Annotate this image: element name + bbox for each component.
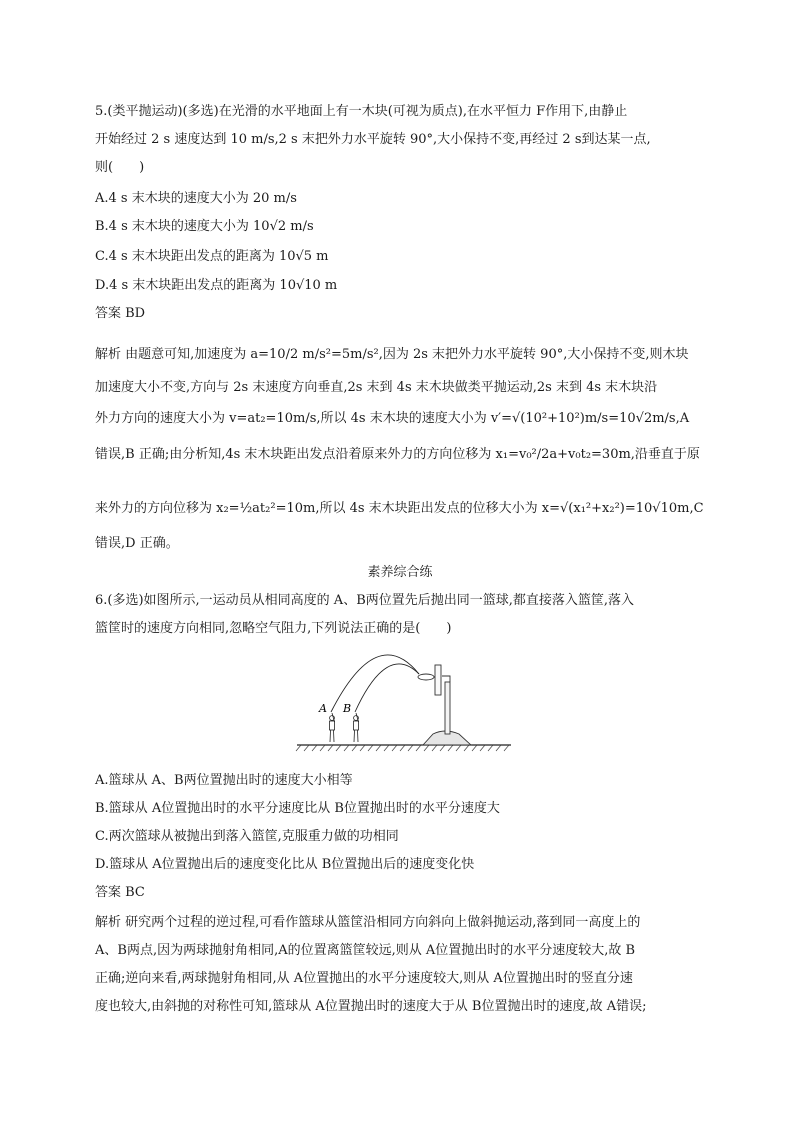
q6-option-d: D.篮球从 A位置抛出后的速度变化比从 B位置抛出后的速度变化快	[95, 857, 475, 872]
label-b: B	[343, 702, 352, 715]
q5-explanation-line-6: 错误,D 正确。	[95, 536, 179, 551]
trajectory-b	[355, 664, 419, 712]
q5-explanation-line-1: 解析 由题意可知,加速度为 a=10/2 m/s²=5m/s²,因为 2s 末把外力水平旋转 90°,大小保持不变,则木块	[95, 347, 689, 362]
q5-explanation-line-5: 来外力的方向位移为 x₂=½at₂²=10m,所以 4s 末木块距出发点的位移大小为 x=√(x₁²+x₂²)=10√10m,C	[95, 501, 704, 516]
q6-option-c: C.两次篮球从被抛出到落入篮筐,克服重力做的功相同	[95, 829, 399, 844]
q5-option-a: A.4 s 末木块的速度大小为 20 m/s	[95, 191, 297, 206]
hoop-rim	[418, 674, 434, 680]
q5-option-d: D.4 s 末木块距出发点的距离为 10√10 m	[95, 278, 338, 293]
player-b-icon	[354, 713, 359, 742]
q6-option-b: B.篮球从 A位置抛出时的水平分速度比从 B位置抛出时的水平分速度大	[95, 801, 500, 816]
q6-explanation-line-1: 解析 研究两个过程的逆过程,可看作篮球从篮筐沿相同方向斜向上做斜抛运动,落到同一高度上的	[95, 915, 641, 930]
q5-explanation-line-3: 外力方向的速度大小为 v=at₂=10m/s,所以 4s 末木块的速度大小为 v′=√(10²+10²)m/s=10√2m/s,A	[95, 411, 690, 426]
q5-stem-line-2: 开始经过 2 s 速度达到 10 m/s,2 s 末把外力水平旋转 90°,大小保持不变,再经过 2 s到达某一点,	[95, 132, 651, 147]
q6-option-a: A.篮球从 A、B两位置抛出时的速度大小相等	[95, 773, 353, 788]
q5-option-c: C.4 s 末木块距出发点的距离为 10√5 m	[95, 249, 329, 264]
player-a-icon	[330, 713, 335, 742]
q5-answer: 答案 BD	[95, 306, 146, 321]
ground-hatch	[296, 745, 509, 751]
q5-stem-line-1: 5.(类平抛运动)(多选)在光滑的水平地面上有一木块(可视为质点),在水平恒力 F作用下,由静止	[95, 104, 628, 119]
q6-explanation-line-2: A、B两点,因为两球抛射角相同,A的位置离篮筐较远,则从 A位置抛出时的水平分速度较大,故 B	[95, 943, 636, 958]
q6-answer: 答案 BC	[95, 885, 145, 900]
q6-stem-line-2: 篮筐时的速度方向相同,忽略空气阻力,下列说法正确的是( )	[95, 621, 452, 636]
q5-option-b: B.4 s 末木块的速度大小为 10√2 m/s	[95, 219, 314, 234]
hoop-arm	[442, 676, 450, 682]
backboard	[435, 665, 441, 695]
q6-explanation-line-3: 正确;逆向来看,两球抛射角相同,从 A位置抛出的水平分速度较大,则从 A位置抛出时的竖直分速	[95, 971, 633, 986]
q5-stem-line-3: 则( )	[95, 160, 145, 175]
q6-explanation-line-4: 度也较大,由斜抛的对称性可知,篮球从 A位置抛出时的速度大于从 B位置抛出时的速度,故 A错误;	[95, 999, 647, 1014]
q5-explanation-line-4: 错误,B 正确;由分析知,4s 末木块距出发点沿着原来外力的方向位移为 x₁=v₀²/2a+v₀t₂=30m,沿垂直于原	[95, 447, 700, 462]
q5-explanation-line-2: 加速度大小不变,方向与 2s 末速度方向垂直,2s 末到 4s 末木块做类平抛运动,2s 末到 4s 末木块沿	[95, 380, 658, 395]
q6-stem-line-1: 6.(多选)如图所示,一运动员从相同高度的 A、B两位置先后抛出同一篮球,都直接落入篮筐,落入	[95, 593, 635, 608]
basketball-figure	[295, 650, 515, 755]
section-title: 素养综合练	[367, 565, 433, 580]
hoop-pole	[445, 682, 450, 734]
label-a: A	[319, 702, 327, 715]
